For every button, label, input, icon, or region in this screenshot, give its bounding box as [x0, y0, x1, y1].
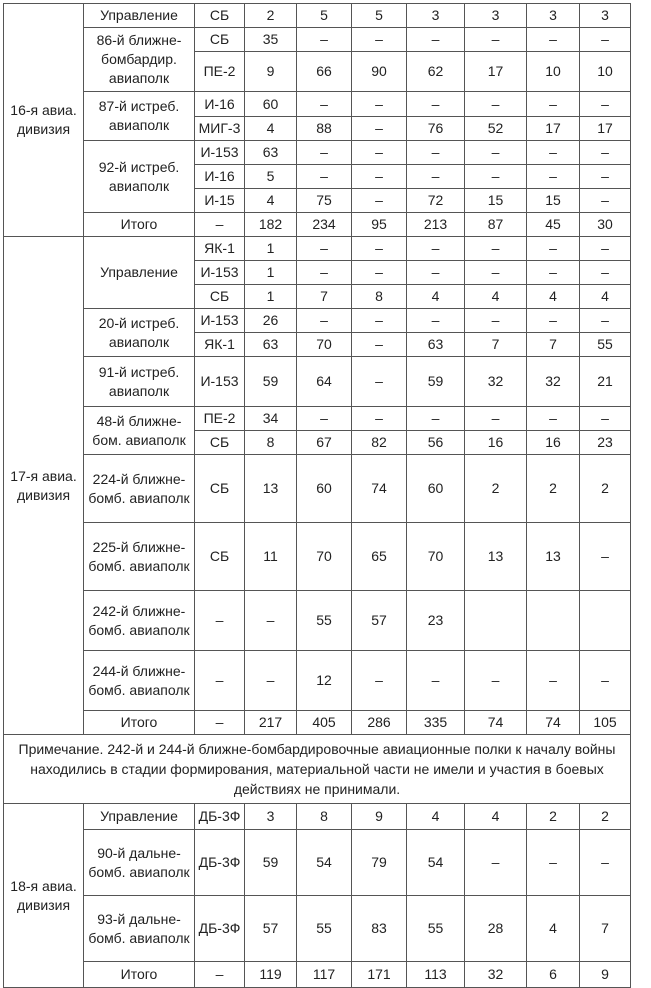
value-cell: – [527, 28, 580, 52]
unit-cell: 87-й истреб. авиаполк [84, 92, 195, 141]
unit-cell: 20-й истреб. авиаполк [84, 309, 195, 357]
aircraft-type-cell: И-16 [195, 92, 245, 117]
value-cell: – [352, 141, 407, 165]
aircraft-type-cell: – [195, 651, 245, 711]
value-cell: – [297, 92, 352, 117]
total-value-cell: 95 [352, 213, 407, 237]
table-row [4, 651, 631, 711]
value-cell: – [407, 28, 465, 52]
total-value-cell: 286 [352, 711, 407, 735]
value-cell: – [352, 189, 407, 213]
value-cell: – [527, 309, 580, 333]
value-cell: 4 [580, 285, 631, 309]
value-cell: – [580, 309, 631, 333]
value-cell: – [465, 407, 527, 431]
value-cell: – [527, 165, 580, 189]
value-cell: – [580, 28, 631, 52]
value-cell: 8 [352, 285, 407, 309]
value-cell: 4 [527, 285, 580, 309]
division-cell: 16-я авиа. дивизия [4, 4, 84, 237]
unit-cell: 86-й ближне-бомбардир. авиаполк [84, 28, 195, 92]
total-value-cell: 87 [465, 213, 527, 237]
value-cell: 72 [407, 189, 465, 213]
value-cell: – [407, 651, 465, 711]
value-cell: 63 [245, 141, 297, 165]
unit-cell: Управление [84, 237, 195, 309]
aircraft-type-cell: СБ [195, 523, 245, 591]
value-cell: 54 [407, 830, 465, 896]
value-cell: – [580, 165, 631, 189]
value-cell: 2 [465, 455, 527, 523]
value-cell: 55 [297, 591, 352, 651]
unit-cell: 225-й ближне-бомб. авиаполк [84, 523, 195, 591]
value-cell: – [407, 407, 465, 431]
value-cell: 76 [407, 117, 465, 141]
total-value-cell: 74 [465, 711, 527, 735]
value-cell: – [297, 141, 352, 165]
aircraft-type-cell: МИГ-3 [195, 117, 245, 141]
division-cell: 18-я авиа. дивизия [4, 804, 84, 988]
total-value-cell: 105 [580, 711, 631, 735]
value-cell: 34 [245, 407, 297, 431]
aircraft-type-cell: И-15 [195, 189, 245, 213]
total-value-cell: 217 [245, 711, 297, 735]
value-cell: 59 [407, 357, 465, 407]
total-row [4, 213, 631, 237]
aircraft-type-cell: ЯК-1 [195, 333, 245, 357]
value-cell: 64 [297, 357, 352, 407]
aircraft-type-cell: – [195, 591, 245, 651]
value-cell: 11 [245, 523, 297, 591]
value-cell: 35 [245, 28, 297, 52]
aircraft-type-cell: И-153 [195, 309, 245, 333]
value-cell: – [297, 28, 352, 52]
value-cell: 26 [245, 309, 297, 333]
value-cell: – [465, 830, 527, 896]
value-cell: – [352, 651, 407, 711]
note-row [4, 735, 631, 804]
aircraft-type-cell: СБ [195, 431, 245, 455]
value-cell: 60 [297, 455, 352, 523]
total-type: – [195, 711, 245, 735]
total-value-cell: 405 [297, 711, 352, 735]
value-cell: 28 [465, 896, 527, 962]
value-cell: – [352, 117, 407, 141]
value-cell: – [580, 830, 631, 896]
total-value-cell: 74 [527, 711, 580, 735]
unit-cell: 93-й дальне-бомб. авиаполк [84, 896, 195, 962]
table-row [4, 896, 631, 962]
value-cell: 88 [297, 117, 352, 141]
aircraft-type-cell: ДБ-3Ф [195, 896, 245, 962]
table-row [4, 309, 631, 333]
value-cell: 82 [352, 431, 407, 455]
value-cell: 8 [297, 804, 352, 830]
value-cell: – [297, 261, 352, 285]
value-cell: 59 [245, 830, 297, 896]
value-cell: 3 [465, 4, 527, 28]
value-cell: – [527, 141, 580, 165]
table-row [4, 455, 631, 523]
value-cell: 2 [527, 455, 580, 523]
value-cell: 74 [352, 455, 407, 523]
table-row [4, 141, 631, 165]
table-row [4, 523, 631, 591]
total-value-cell: 171 [352, 962, 407, 988]
aircraft-type-cell: И-153 [195, 141, 245, 165]
value-cell: 2 [245, 4, 297, 28]
value-cell: – [465, 92, 527, 117]
table-row [4, 4, 631, 28]
value-cell: 10 [580, 52, 631, 92]
total-value-cell: 117 [297, 962, 352, 988]
value-cell: 13 [527, 523, 580, 591]
value-cell: 4 [407, 804, 465, 830]
value-cell: – [407, 165, 465, 189]
value-cell: 57 [245, 896, 297, 962]
value-cell: 56 [407, 431, 465, 455]
value-cell: – [527, 407, 580, 431]
total-value-cell: 30 [580, 213, 631, 237]
value-cell: 23 [580, 431, 631, 455]
value-cell: 17 [465, 52, 527, 92]
table-note: Примечание. 242-й и 244-й ближне-бомбардировочные авиационные полки к началу войны находились в стадии формирования, материальной части не имели и участия в боевых действиях не принимали. [4, 735, 631, 804]
aircraft-type-cell: СБ [195, 455, 245, 523]
value-cell: 7 [580, 896, 631, 962]
unit-cell: 92-й истреб. авиаполк [84, 141, 195, 213]
total-row [4, 711, 631, 735]
value-cell: – [580, 141, 631, 165]
value-cell: – [465, 261, 527, 285]
aircraft-type-cell: ПЕ-2 [195, 52, 245, 92]
value-cell: – [352, 333, 407, 357]
value-cell: 60 [245, 92, 297, 117]
table-row [4, 92, 631, 117]
value-cell: 9 [352, 804, 407, 830]
value-cell: 75 [297, 189, 352, 213]
unit-cell: 224-й ближне-бомб. авиаполк [84, 455, 195, 523]
value-cell: 21 [580, 357, 631, 407]
unit-cell: 242-й ближне-бомб. авиаполк [84, 591, 195, 651]
value-cell: – [580, 237, 631, 261]
value-cell: – [580, 261, 631, 285]
value-cell: – [407, 237, 465, 261]
aircraft-type-cell: И-153 [195, 261, 245, 285]
value-cell: 16 [465, 431, 527, 455]
value-cell: 1 [245, 237, 297, 261]
table-row [4, 407, 631, 431]
value-cell: 32 [465, 357, 527, 407]
value-cell: – [465, 141, 527, 165]
value-cell: 59 [245, 357, 297, 407]
value-cell: 15 [465, 189, 527, 213]
value-cell: 13 [465, 523, 527, 591]
value-cell: 23 [407, 591, 465, 651]
value-cell: 70 [297, 333, 352, 357]
value-cell: 7 [297, 285, 352, 309]
value-cell: – [465, 309, 527, 333]
total-value-cell: 113 [407, 962, 465, 988]
total-label: Итого [84, 711, 195, 735]
total-row [4, 962, 631, 988]
value-cell: 57 [352, 591, 407, 651]
value-cell: 4 [407, 285, 465, 309]
value-cell: 9 [245, 52, 297, 92]
total-type: – [195, 962, 245, 988]
value-cell: 5 [352, 4, 407, 28]
value-cell [580, 591, 631, 651]
aircraft-type-cell: СБ [195, 285, 245, 309]
total-value-cell: 182 [245, 213, 297, 237]
value-cell: – [527, 92, 580, 117]
value-cell: 5 [297, 4, 352, 28]
value-cell: 7 [527, 333, 580, 357]
value-cell: 5 [245, 165, 297, 189]
value-cell: – [527, 651, 580, 711]
value-cell: – [527, 261, 580, 285]
value-cell: – [580, 92, 631, 117]
total-value-cell: 9 [580, 962, 631, 988]
table-row [4, 28, 631, 52]
total-type: – [195, 213, 245, 237]
total-value-cell: 213 [407, 213, 465, 237]
total-label: Итого [84, 213, 195, 237]
value-cell: – [352, 237, 407, 261]
value-cell: 16 [527, 431, 580, 455]
aircraft-type-cell: ПЕ-2 [195, 407, 245, 431]
value-cell: 7 [465, 333, 527, 357]
value-cell: – [580, 407, 631, 431]
value-cell: – [580, 189, 631, 213]
value-cell: 62 [407, 52, 465, 92]
value-cell: – [352, 28, 407, 52]
value-cell: – [465, 28, 527, 52]
aircraft-type-cell: И-153 [195, 357, 245, 407]
value-cell: – [407, 261, 465, 285]
aircraft-type-cell: ДБ-3Ф [195, 804, 245, 830]
value-cell: – [580, 523, 631, 591]
unit-cell: 48-й ближне-бом. авиаполк [84, 407, 195, 455]
unit-cell: Управление [84, 804, 195, 830]
total-value-cell: 32 [465, 962, 527, 988]
value-cell: – [352, 309, 407, 333]
aircraft-type-cell: ЯК-1 [195, 237, 245, 261]
value-cell: 2 [580, 455, 631, 523]
value-cell: – [465, 165, 527, 189]
value-cell: 70 [407, 523, 465, 591]
unit-cell: 244-й ближне-бомб. авиаполк [84, 651, 195, 711]
value-cell: – [245, 591, 297, 651]
value-cell: 55 [407, 896, 465, 962]
aircraft-type-cell: ДБ-3Ф [195, 830, 245, 896]
value-cell: 12 [297, 651, 352, 711]
value-cell: – [352, 92, 407, 117]
value-cell: – [245, 651, 297, 711]
value-cell: 17 [580, 117, 631, 141]
aircraft-type-cell: СБ [195, 4, 245, 28]
value-cell: 15 [527, 189, 580, 213]
table-row [4, 591, 631, 651]
unit-cell: 90-й дальне-бомб. авиаполк [84, 830, 195, 896]
aircraft-type-cell: И-16 [195, 165, 245, 189]
value-cell: 52 [465, 117, 527, 141]
value-cell: 90 [352, 52, 407, 92]
value-cell: – [352, 165, 407, 189]
table-body [4, 4, 631, 988]
total-value-cell: 234 [297, 213, 352, 237]
value-cell: – [297, 237, 352, 261]
division-cell: 17-я авиа. дивизия [4, 237, 84, 735]
value-cell: 17 [527, 117, 580, 141]
table-row [4, 237, 631, 261]
value-cell: – [465, 651, 527, 711]
table-row [4, 804, 631, 830]
value-cell: 2 [580, 804, 631, 830]
value-cell: 13 [245, 455, 297, 523]
value-cell: 67 [297, 431, 352, 455]
value-cell: 4 [465, 285, 527, 309]
value-cell: – [352, 407, 407, 431]
value-cell: 83 [352, 896, 407, 962]
value-cell: – [527, 830, 580, 896]
value-cell [527, 591, 580, 651]
value-cell: 70 [297, 523, 352, 591]
value-cell: 3 [245, 804, 297, 830]
value-cell: 1 [245, 261, 297, 285]
total-value-cell: 335 [407, 711, 465, 735]
value-cell: – [465, 237, 527, 261]
value-cell: 65 [352, 523, 407, 591]
value-cell: – [297, 165, 352, 189]
value-cell: 55 [580, 333, 631, 357]
aviation-strength-table [3, 3, 631, 988]
value-cell: 66 [297, 52, 352, 92]
value-cell: 32 [527, 357, 580, 407]
value-cell: 4 [527, 896, 580, 962]
total-value-cell: 45 [527, 213, 580, 237]
value-cell: – [352, 261, 407, 285]
unit-cell: 91-й истреб. авиаполк [84, 357, 195, 407]
value-cell: 1 [245, 285, 297, 309]
value-cell: 2 [527, 804, 580, 830]
value-cell: – [297, 309, 352, 333]
value-cell: 63 [245, 333, 297, 357]
value-cell: – [407, 141, 465, 165]
aircraft-type-cell: СБ [195, 28, 245, 52]
value-cell: 4 [245, 189, 297, 213]
value-cell: 3 [407, 4, 465, 28]
value-cell: 3 [580, 4, 631, 28]
total-value-cell: 6 [527, 962, 580, 988]
unit-cell: Управление [84, 4, 195, 28]
value-cell [465, 591, 527, 651]
total-value-cell: 119 [245, 962, 297, 988]
value-cell: 10 [527, 52, 580, 92]
value-cell: – [527, 237, 580, 261]
value-cell: – [407, 309, 465, 333]
total-label: Итого [84, 962, 195, 988]
value-cell: 3 [527, 4, 580, 28]
value-cell: 55 [297, 896, 352, 962]
value-cell: 4 [245, 117, 297, 141]
value-cell: – [352, 357, 407, 407]
value-cell: 8 [245, 431, 297, 455]
table-row [4, 357, 631, 407]
value-cell: – [580, 651, 631, 711]
value-cell: 63 [407, 333, 465, 357]
value-cell: 79 [352, 830, 407, 896]
value-cell: 54 [297, 830, 352, 896]
value-cell: 4 [465, 804, 527, 830]
value-cell: – [407, 92, 465, 117]
value-cell: – [297, 407, 352, 431]
table-row [4, 830, 631, 896]
value-cell: 60 [407, 455, 465, 523]
